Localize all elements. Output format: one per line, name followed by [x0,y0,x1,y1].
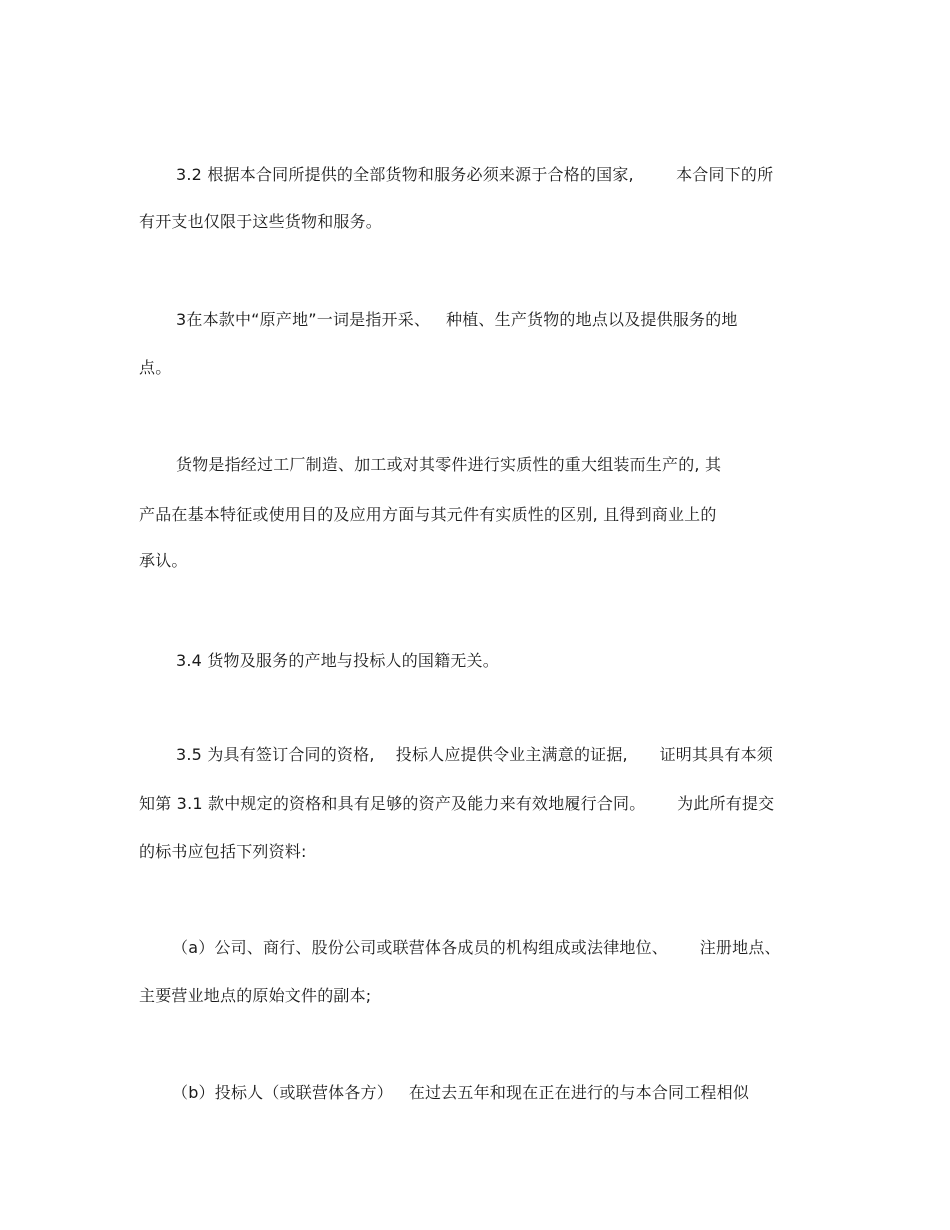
paragraph-a-line-2: 主要营业地点的原始文件的副本; [139,986,372,1005]
paragraph-3-4-line-1: 3.4 货物及服务的产地与投标人的国籍无关。 [176,651,499,670]
paragraph-3-5-line-2: 知第 3.1 款中规定的资格和具有足够的资产及能力来有效地履行合同。 为此所有提交 [139,794,775,813]
paragraph-goods-line-3: 承认。 [139,551,188,570]
paragraph-3-5-line-1: 3.5 为具有签订合同的资格, 投标人应提供令业主满意的证据, 证明其具有本须 [176,745,773,764]
paragraph-a-line-1: （a）公司、商行、股份公司或联营体各成员的机构组成或法律地位、 注册地点、 [172,938,781,957]
paragraph-3-2-line-2: 有开支也仅限于这些货物和服务。 [139,212,383,231]
paragraph-goods-line-2: 产品在基本特征或使用目的及应用方面与其元件有实质性的区别, 且得到商业上的 [139,505,717,524]
paragraph-b-line-1: （b）投标人（或联营体各方） 在过去五年和现在正在进行的与本合同工程相似 [172,1083,750,1102]
paragraph-goods-line-1: 货物是指经过工厂制造、加工或对其零件进行实质性的重大组装而生产的, 其 [176,455,722,474]
paragraph-3-3-line-1: 3在本款中“原产地”一词是指开采、 种植、生产货物的地点以及提供服务的地 [176,310,738,329]
paragraph-3-5-line-3: 的标书应包括下列资料: [139,842,307,861]
paragraph-3-2-line-1: 3.2 根据本合同所提供的全部货物和服务必须来源于合格的国家, 本合同下的所 [176,165,774,184]
paragraph-3-3-line-2: 点。 [139,358,172,377]
